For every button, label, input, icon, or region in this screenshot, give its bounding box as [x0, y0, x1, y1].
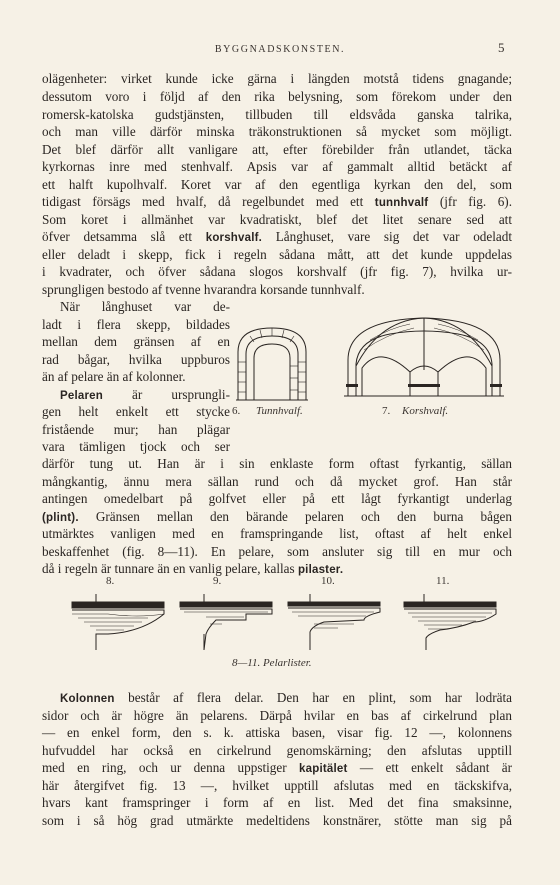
text-line: mångkantig, ännu mera sällan rund och då mycket grof. Han står [42, 474, 512, 489]
term-korshvalf: korshvalf. [205, 232, 263, 244]
text-line [42, 508, 512, 525]
text-fragment: består af flera delar. Den har en plint, som har lodräta [128, 690, 513, 705]
term-pilaster: pilaster. [297, 564, 344, 576]
text-line [42, 689, 512, 706]
text-line [42, 386, 230, 403]
text-line: antingen omedelbart på golfvet eller på ett lågt fyrkantigt underlag [42, 491, 512, 506]
text-fragment: (jfr fig. 6). [439, 194, 512, 209]
text-line: — en enkel form, den s. k. attiska basen, visar fig. 12 —, kolonnens [42, 725, 512, 740]
text-line: kyrkornas inre med stenhvalf. Apsis var af gammalt alltid betäckt af [42, 159, 512, 174]
text-fragment: — ett enkelt sådant är [359, 760, 513, 775]
fig8-number: 8. [106, 575, 115, 587]
fig9-number: 9. [213, 575, 222, 587]
text-line: sprungligen bestodo af tvenne hvarandra korsande tunnhvalf. [42, 282, 365, 297]
text-line: När långhuset var de- [60, 299, 230, 314]
text-fragment: öfver detsamma slå ett [42, 229, 193, 244]
text-line: sidor och är högre än pelarens. Därpå hvilar en bas af cirkelrund plan [42, 708, 512, 723]
text-fragment: med en ring, och ur denna uppstiger [42, 760, 287, 775]
term-kolonnen: Kolonnen [60, 693, 115, 705]
text-line [42, 193, 512, 210]
text-line: här återgifvet fig. 13 —, hvilket upptill afslutas med en täckskifva, [42, 778, 512, 793]
text-line: mellan dem gränsen af en [42, 334, 230, 349]
text-line: beskaffenhet (fig. 8—11). En pelare, som ansluter sig till en mur och [42, 544, 512, 559]
text-line: som i så hög grad utmärkte medeltidens konstnärer, stötte man sig på [42, 813, 512, 828]
text-line [42, 759, 512, 776]
text-line: ladt i flera skepp, bildades [42, 317, 230, 332]
page-number: 5 [498, 40, 505, 55]
text-line: ett halft kupolhvalf. Koret var af den egentliga kyrkan den del, som [42, 177, 512, 192]
text-line: olägenheter: virket kunde icke gärna i längden motstå tidens gnagande; [42, 71, 512, 86]
text-line: vara tämligen tjock och ser [42, 439, 230, 454]
fig6-caption: Tunnhvalf. [256, 405, 303, 417]
running-title: BYGGNADSKONSTEN. [214, 44, 346, 55]
text-fragment: då i regeln är tunnare än en vanlig pelare, kallas [42, 561, 295, 576]
figure-pelarlist-10 [284, 592, 384, 652]
term-pelaren: Pelaren [60, 390, 103, 402]
term-plint: (plint). [42, 512, 79, 524]
text-fragment: är ursprungli- [132, 387, 230, 402]
text-line: rad bågar, hvilka uppburos [42, 352, 230, 367]
term-kapitalet: kapitälet [299, 763, 348, 775]
fig8-11-caption: 8—11. Pelarlister. [232, 657, 312, 669]
text-line: Det blef därför allt vanligare att, efter förebilder från utlandet, täcka [42, 142, 512, 157]
text-line: fristående mur; han plägar [42, 422, 230, 437]
figure-tunnhvalf [232, 322, 312, 404]
text-line: hufvuddel har också en cirkelrund genomskärning; den afslutas upptill [42, 743, 512, 758]
text-line: därför tung ut. Han är i sin enklaste form oftast fyrkantig, sällan [42, 456, 512, 471]
fig10-number: 10. [321, 575, 335, 587]
fig6-number: 6. [232, 405, 241, 417]
fig11-number: 11. [436, 575, 450, 587]
text-line: och man ville därför minska träkonstruktionen så mycket som möjligt. [42, 124, 512, 139]
text-line: dessutom voro i följd af den rika belysning, som förekom under den [42, 89, 512, 104]
term-tunnhvalf: tunnhvalf [374, 197, 429, 209]
figure-pelarlist-8 [68, 592, 168, 652]
text-line: hvars kant framspringer i form af en list. Med det fina smaksinne, [42, 795, 512, 810]
figure-korshvalf [340, 310, 508, 402]
text-line: än af pelare än af kolonner. [42, 369, 186, 384]
fig7-caption: Korshvalf. [402, 405, 449, 417]
text-line [42, 228, 512, 245]
figure-pelarlist-9 [176, 592, 276, 652]
text-line: eller deladt i skepp, fick i regeln sådana mått, att det kunde uppdelas [42, 247, 512, 262]
text-line: romersk-katolska gudstjänsten, tillbuden till eldsvåda ganska talrika, [42, 107, 512, 122]
text-line: i kvadrater, och öfver sådana slogos korshvalf (jfr fig. 7), hvilka ur- [42, 264, 512, 279]
fig7-number: 7. [382, 405, 391, 417]
figure-pelarlist-11 [400, 592, 500, 652]
text-fragment: Långhuset, vare sig det var odeladt [275, 229, 513, 244]
text-line: gen helt enkelt ett stycke [42, 404, 230, 419]
text-fragment: Gränsen mellan den bärande pelaren och den burna bågen [95, 509, 512, 524]
text-line: Som koret i allmänhet var kvadratiskt, blef det litet senare sed att [42, 212, 512, 227]
text-line: utmärktes vanligen med en framspringande list, oftast af helt enkel [42, 526, 512, 541]
text-fragment: tidigast försägs med hvalf, då regelbundet med ett [42, 194, 364, 209]
